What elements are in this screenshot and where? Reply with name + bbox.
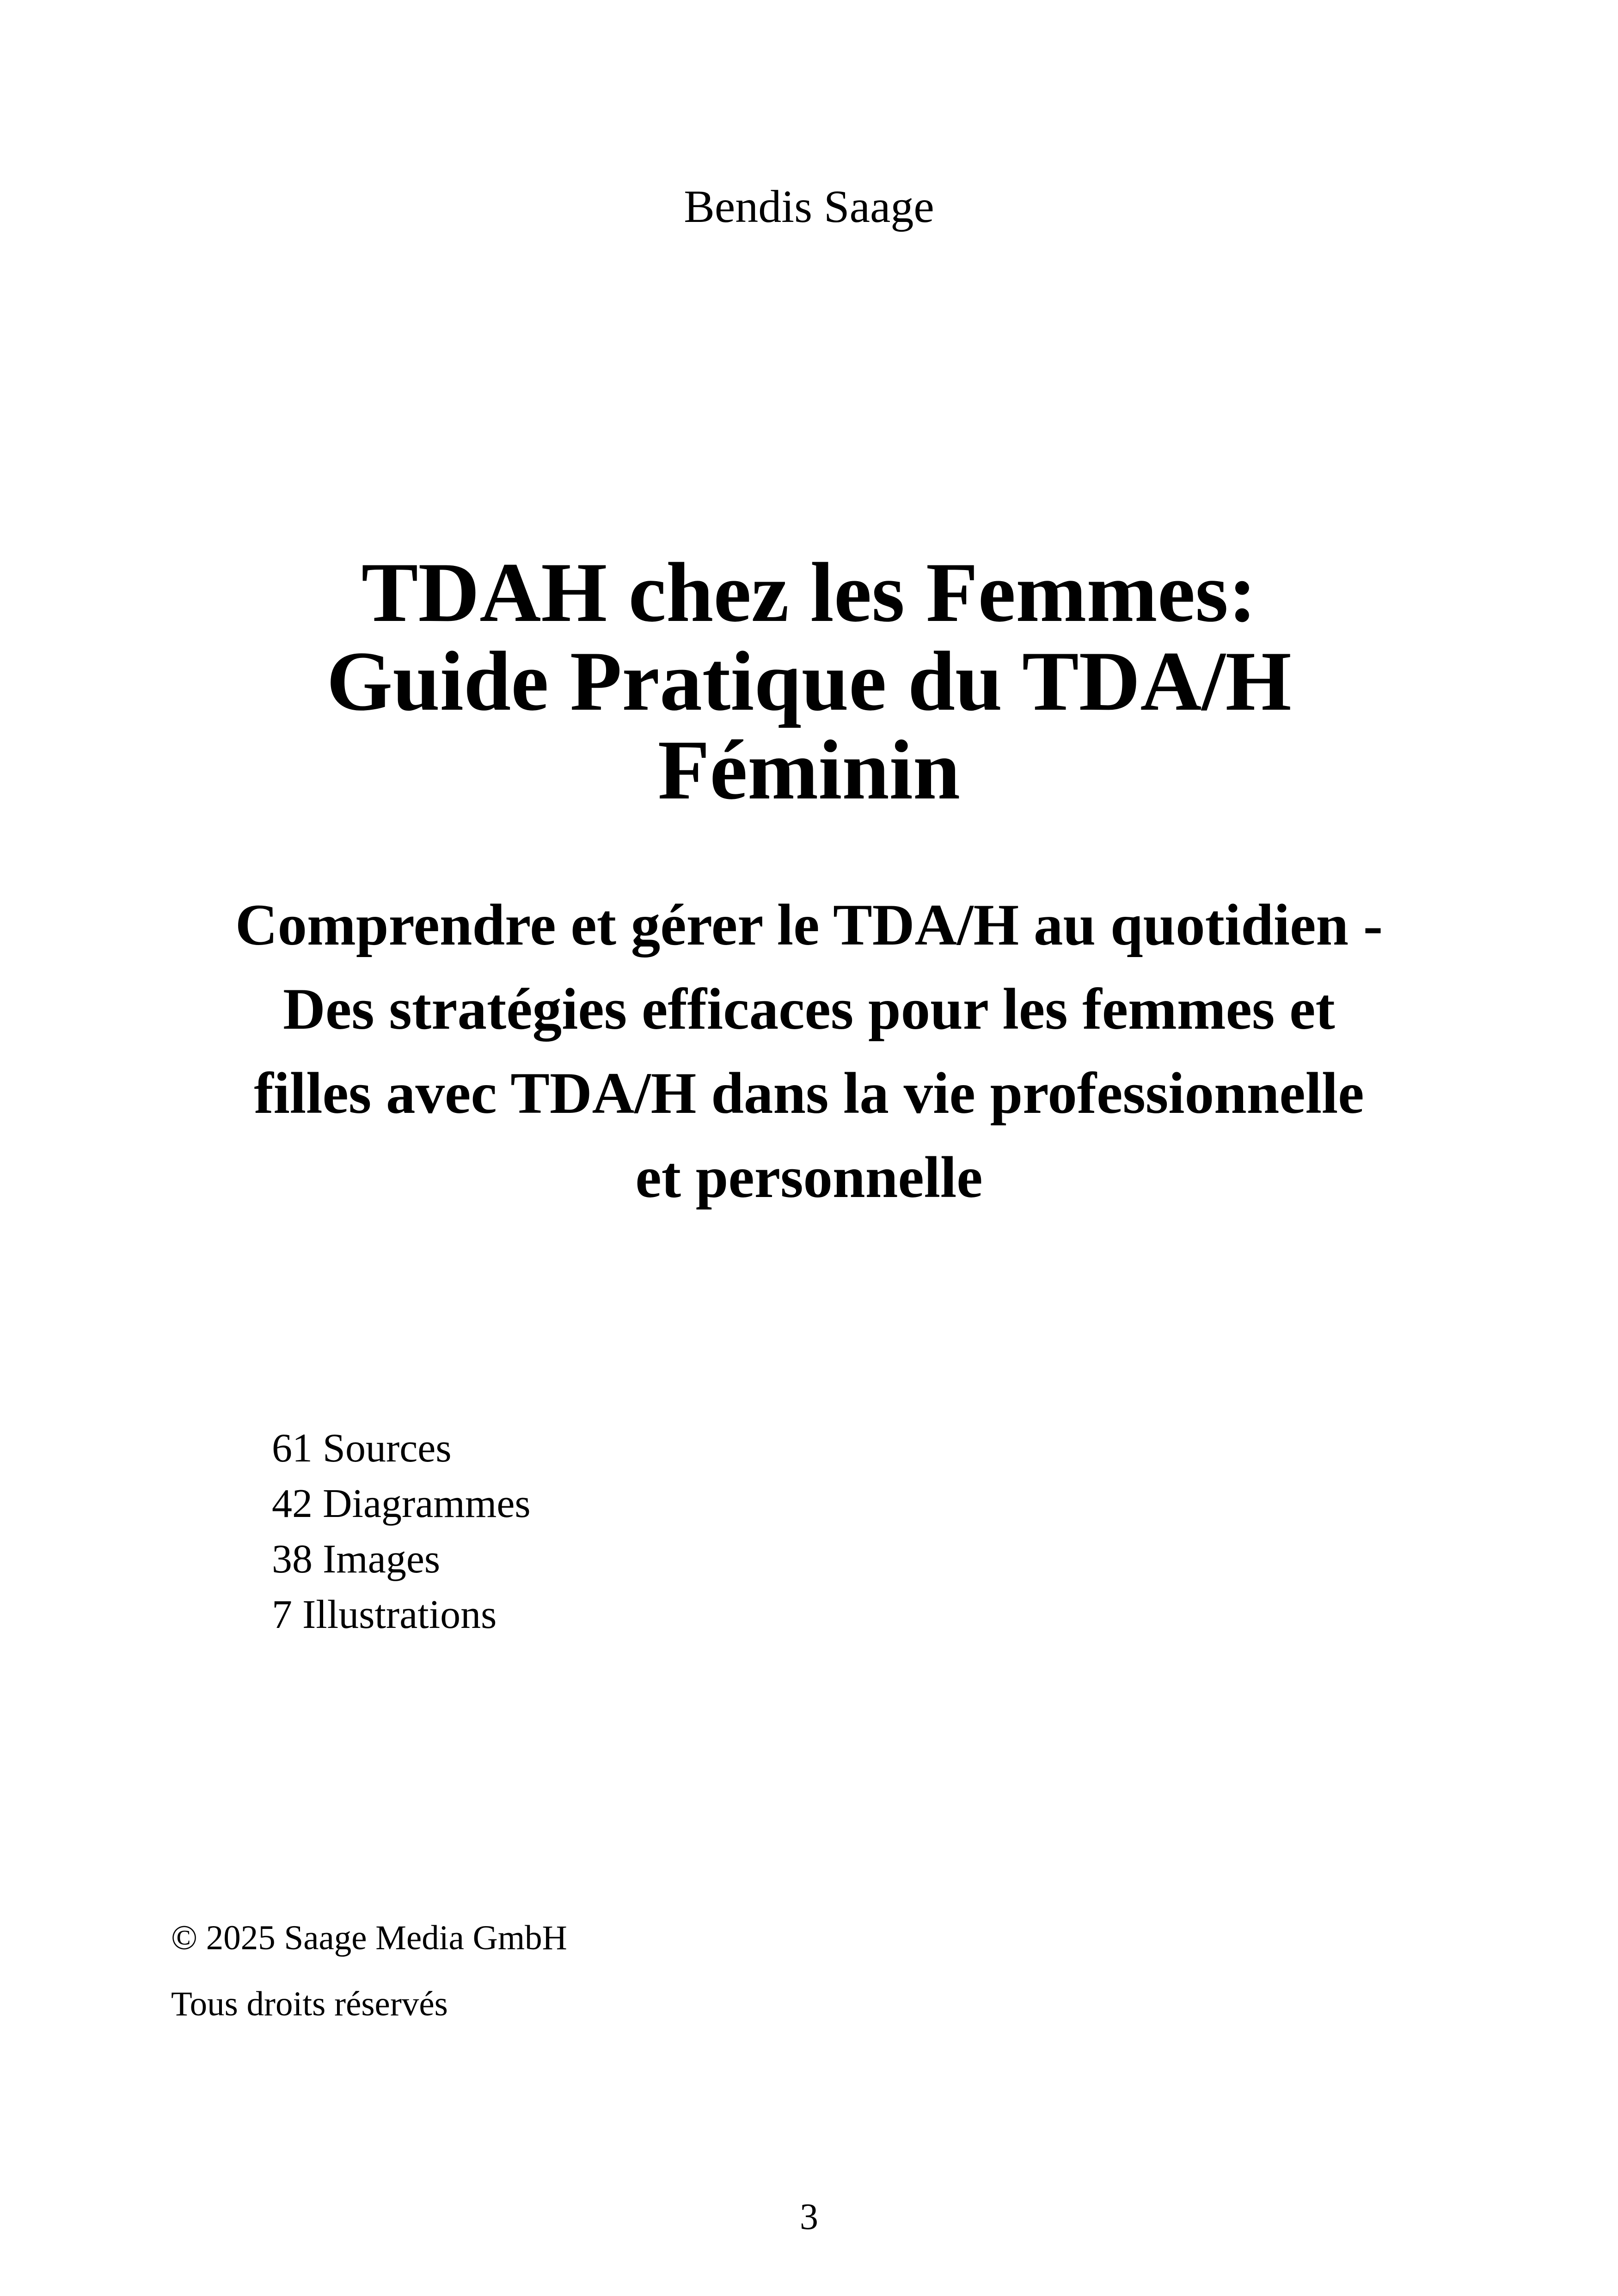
subtitle-line-1: Comprendre et gérer le TDA/H au quotidien - bbox=[235, 893, 1383, 958]
rights-notice: Tous droits réservés bbox=[171, 1985, 448, 2023]
subtitle-line-3: filles avec TDA/H dans la vie professionnelle bbox=[254, 1061, 1364, 1126]
subtitle-line-4: et personnelle bbox=[635, 1145, 983, 1210]
book-subtitle bbox=[116, 883, 1502, 1220]
stat-illustrations: 7 Illustrations bbox=[272, 1592, 497, 1637]
stat-sources: 61 Sources bbox=[272, 1426, 452, 1471]
title-line-3: Féminin bbox=[657, 723, 961, 817]
book-title bbox=[116, 545, 1502, 817]
content-stats-list bbox=[272, 1421, 531, 1643]
title-line-2: Guide Pratique du TDA/H bbox=[326, 634, 1292, 728]
page-number: 3 bbox=[800, 2197, 818, 2237]
stat-images: 38 Images bbox=[272, 1537, 441, 1582]
copyright-notice: © 2025 Saage Media GmbH bbox=[171, 1919, 567, 1957]
author-name: Bendis Saage bbox=[684, 181, 934, 232]
stat-diagrams: 42 Diagrammes bbox=[272, 1481, 531, 1526]
subtitle-line-2: Des stratégies efficaces pour les femmes et bbox=[283, 977, 1335, 1042]
title-line-1: TDAH chez les Femmes: bbox=[361, 545, 1257, 639]
